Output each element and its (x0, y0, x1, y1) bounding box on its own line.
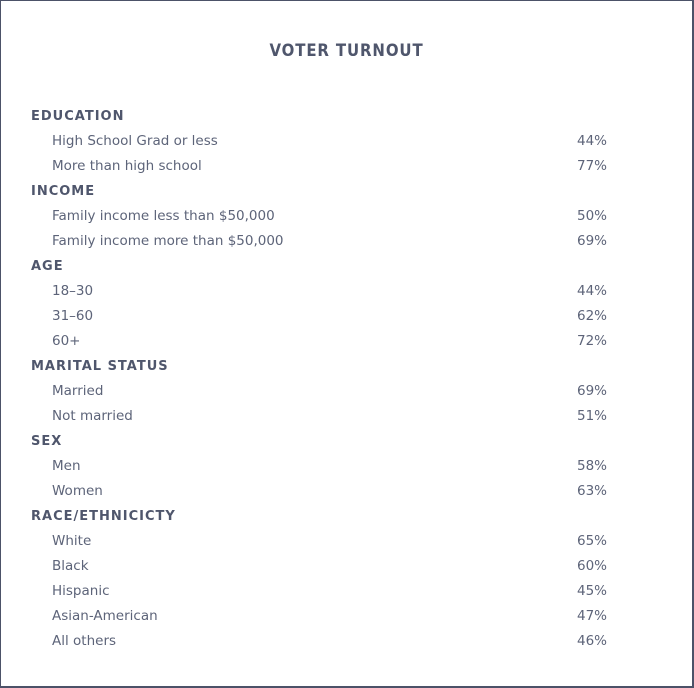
row-label: Asian-American (52, 608, 158, 624)
table-row (31, 229, 631, 254)
section-heading: RACE/ETHNICICTY (31, 509, 176, 524)
row-label: White (52, 533, 92, 549)
row-value: 63% (577, 483, 608, 499)
row-label: Men (52, 458, 81, 474)
table-row (31, 479, 631, 504)
table-row (31, 579, 631, 604)
table-row (31, 554, 631, 579)
section-heading: INCOME (31, 184, 96, 199)
row-value: 44% (577, 283, 608, 299)
table-row (31, 629, 631, 654)
row-label: Hispanic (52, 583, 110, 599)
row-label: Family income more than $50,000 (52, 233, 284, 249)
section-heading: AGE (31, 259, 64, 274)
section-heading: MARITAL STATUS (31, 359, 169, 374)
row-value: 72% (577, 333, 608, 349)
table-row (31, 604, 631, 629)
row-value: 47% (577, 608, 608, 624)
section-heading: SEX (31, 434, 63, 449)
row-label: Married (52, 383, 104, 399)
table-row (31, 204, 631, 229)
section-heading: EDUCATION (31, 109, 125, 124)
row-label: Women (52, 483, 103, 499)
table-row (31, 454, 631, 479)
section-marital-status (31, 354, 631, 429)
table-row (31, 529, 631, 554)
row-value: 46% (577, 633, 608, 649)
row-label: All others (52, 633, 117, 649)
row-value: 58% (577, 458, 608, 474)
row-label: 31–60 (52, 308, 94, 324)
row-label: More than high school (52, 158, 202, 174)
turnout-table (31, 104, 631, 654)
row-label: 60+ (52, 333, 81, 349)
table-row (31, 329, 631, 354)
table-row (31, 129, 631, 154)
section-age (31, 254, 631, 354)
table-row (31, 154, 631, 179)
table-row (31, 379, 631, 404)
row-value: 60% (577, 558, 608, 574)
row-value: 50% (577, 208, 608, 224)
row-value: 65% (577, 533, 608, 549)
row-value: 45% (577, 583, 608, 599)
row-value: 62% (577, 308, 608, 324)
table-row (31, 304, 631, 329)
section-education (31, 104, 631, 179)
section-race-ethnicity (31, 504, 631, 654)
row-value: 69% (577, 383, 608, 399)
table-row (31, 279, 631, 304)
row-value: 44% (577, 133, 608, 149)
row-label: Not married (52, 408, 133, 424)
row-label: 18–30 (52, 283, 94, 299)
table-row (31, 404, 631, 429)
row-value: 69% (577, 233, 608, 249)
section-sex (31, 429, 631, 504)
row-label: Family income less than $50,000 (52, 208, 275, 224)
row-label: Black (52, 558, 89, 574)
row-value: 51% (577, 408, 608, 424)
section-income (31, 179, 631, 254)
page-title: VOTER TURNOUT (269, 41, 424, 61)
row-value: 77% (577, 158, 608, 174)
row-label: High School Grad or less (52, 133, 218, 149)
